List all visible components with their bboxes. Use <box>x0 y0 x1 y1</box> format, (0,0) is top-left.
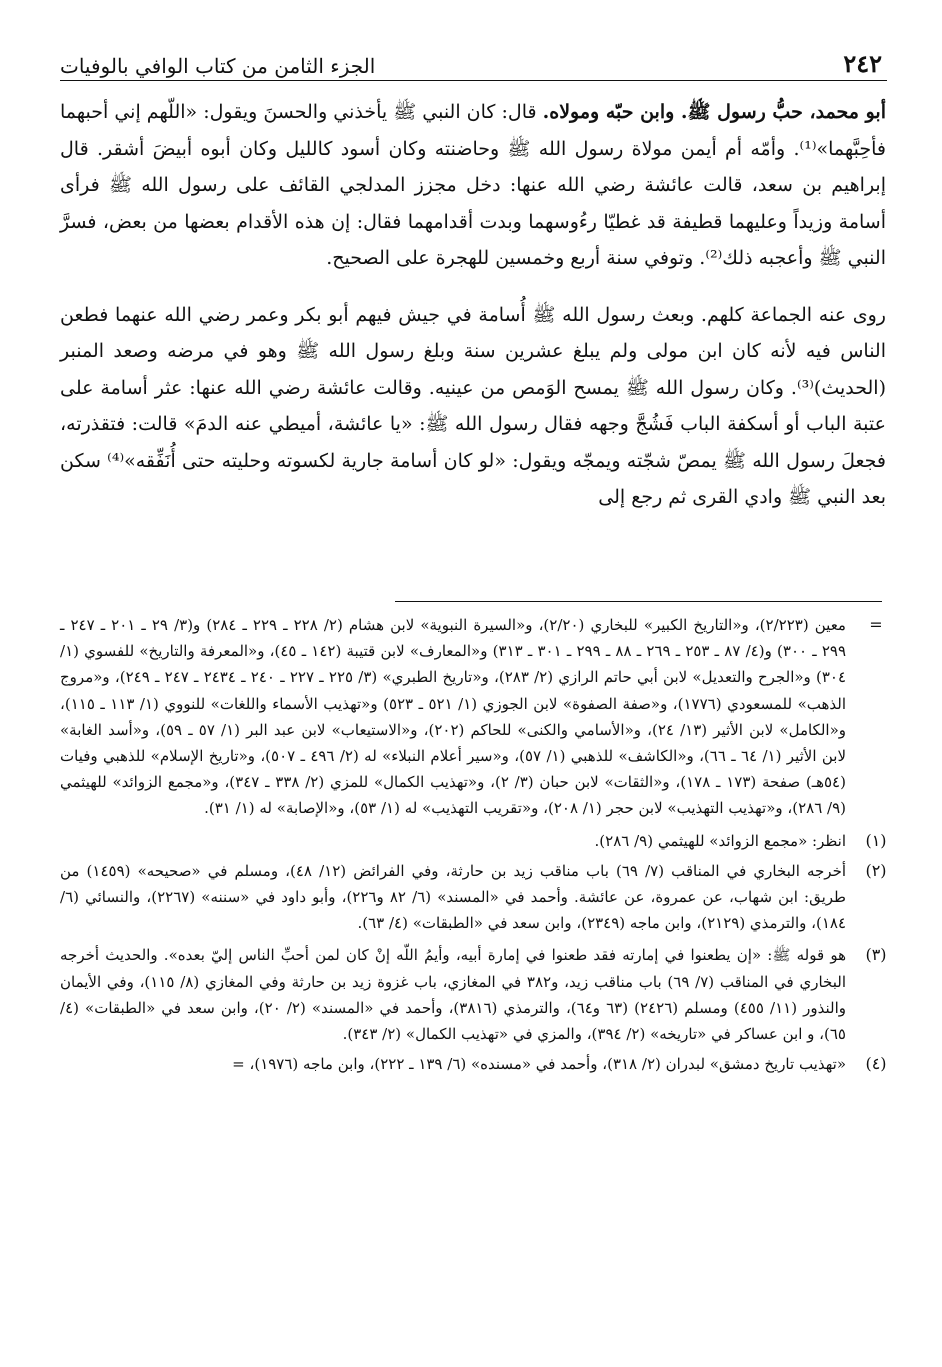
footnote-separator <box>395 601 882 602</box>
page-header <box>60 42 882 78</box>
footnote-continued <box>60 612 906 822</box>
footnote-text: هو قوله ﷺ: «إن يطعنوا في إمارته فقد طعنوا في إمارة أبيه، وأيمُ اللّه إنْ كان لمن أحبِّ الناس إليّ بعده». والحديث أخرجه البخاري في المناقب (٧/ ٦٩) باب مناقب زيد، و٣٨٢ في المغازي، باب غزوة زيد بن حارثة وفي المغازي (٨/ ١١٥)، وفي الأيمان والنذور (١١/ ٤٥٥) ومسلم (٢٤٢٦) (٦٣ و٦٤)، والترمذي (٣٨١٦)، وأحمد في «المسند» (٢/ ٢٠)، وابن سعد في «الطبقات» (٤/ ٦٥)، و ابن عساكر في «تاريخه» (٢/ ٣٩٤)، والمزي في «تهذيب الكمال» (٢/ ٣٤٣). <box>60 946 846 1044</box>
main-text <box>60 94 886 516</box>
footnotes <box>60 612 906 1077</box>
footnote-mark: = <box>869 615 883 634</box>
footnote-text: أخرجه البخاري في المناقب (٧/ ٦٩) باب مناقب زيد بن حارثة، وفي الفرائض (١٢/ ٤٨)، ومسلم في «صحيحه» (١٤٥٩) من طريق: ابن شهاب، عن عمروة، عن عائشة. وأحمد في «المسند» (٦/ ٨٢ و٢٢٦)، وأبو داود في «سننه» (٢٢٦٧)، والنسائي (٦/ ١٨٤)، والترمذي (٢١٢٩)، وابن ماجه (٢٣٤٩)، وابن سعد في «الطبقات» (٤/ ٦٣). <box>60 861 847 933</box>
footnote-1 <box>60 828 906 854</box>
paragraph-2: روى عنه الجماعة كلهم. وبعث رسول الله ﷺ أُسامة في جيش فيهم أبو بكر وعمر رضي الله عنهما فطعن الناس فيه لأنه كان ابن مولى ولم يبلغ عشرين سنة وبلغ رسول الله ﷺ وهو في مرضه وصعد المنبر (الحديث)⁽³⁾. وكان رسول الله ﷺ يمسح الوَمص من عينيه. وقالت عائشة رضي الله عنها: عثر أسامة على عتبة الباب أو أسكفة الباب فَشُجَّ وجهه فقال رسول الله ﷺ: «يا عائشة، أميطي عنه الدمَ» قالت: فتقذرته، فجعلَ رسول الله ﷺ يمصّ شجّته ويمجّه ويقول: «لو كان أسامة جارية لكسوته وحليته حتى أُنَفِّقه»⁽⁴⁾ سكن بعد النبي ﷺ وادي القرى ثم رجع إلى <box>60 303 886 508</box>
paragraph-1-lead: أبو محمد، حبُّ رسول ﷺ. وابن حبّه ومولاه. <box>542 101 886 123</box>
footnote-text: «تهذيب تاريخ دمشق» لبدران (٢/ ٣١٨)، وأحمد في «مسنده» (٦/ ١٣٩ ـ ٢٢٢)، وابن ماجه (١٩٧٦)، = <box>232 1055 846 1074</box>
footnote-mark: (٤) <box>865 1054 887 1074</box>
paragraph-1-text: قال: كان النبي ﷺ يأخذني والحسنَ ويقول: «اللّهم إني أحبهما فأحِبَّهما»⁽¹⁾. وأمّه أم أيمن مولاة رسول الله ﷺ وحاضنته وكان أسود كالليل وكان أبوه أبيضَ أشقر. قال إبراهيم بن سعد، قالت عائشة رضي الله عنها: دخل مجزز المدلجي القائف على رسول الله ﷺ فرأى أسامة وزيداً وعليهما قطيفة قد غطيّا رءُوسهما وبدت أقدامهما فقال: إن هذه الأقدام بعضها من بعض، فسرَّ النبي ﷺ وأعجبه ذلك⁽²⁾. وتوفي سنة أربع وخمسين للهجرة على الصحيح. <box>60 101 886 269</box>
footnote-mark: (٣) <box>865 945 887 965</box>
header-rule <box>60 80 887 81</box>
footnote-mark: (١) <box>865 830 887 850</box>
footnote-mark: (٢) <box>865 860 887 880</box>
footnote-2 <box>60 858 906 937</box>
footnote-3 <box>60 942 906 1047</box>
page-number: ٢٤٢ <box>843 49 882 78</box>
footnote-4 <box>60 1051 906 1077</box>
running-title: الجزء الثامن من كتاب الوافي بالوفيات <box>60 54 376 78</box>
paragraph-1 <box>60 94 886 277</box>
footnote-text: انظر: «مجمع الزوائد» للهيثمي (٩/ ٢٨٦). <box>594 831 846 850</box>
footnote-text: معين (٢/٢٢٣)، و«التاريخ الكبير» للبخاري (٢/٢٠)، و«السيرة النبوية» لابن هشام (٢/ ٢٢٨ ـ ٢٢٩ ـ ٢٨٤) و(٣/ ٢٩ ـ ٢٠١ ـ ٢٤٧ ـ ٢٩٩ ـ ٣٠٠) و(٤/ ٨٧ ـ ٢٥٣ ـ ٢٦٩ ـ ٨٨ ـ ٢٩٩ ـ ٣٠١ ـ ٣١٣) و«المعارف» لابن قتيبة (١٤٢ ـ ٤٥)، و«المعرفة والتاريخ» للفسوي (١/ ٣٠٤) و«الجرح والتعديل» لابن أبي حاتم الرازي (٢/ ٢٨٣)، و«تاريخ الطبري» (٣/ ٢٢٥ ـ ٢٢٧ ـ ٢٤٠ ـ ٢٤٣٤ ـ ٢٤٧ ـ ٢٤٩)، و«مروج الذهب» للمسعودي (١٧٧٦)، و«صفة الصفوة» لابن الجوزي (١/ ٥٢١ ـ ٥٢٣) و«تهذيب الأسماء واللغات» للنووي (١/ ١١٣ ـ ١١٥)، و«الكامل» لابن الأثير (١٣/ ٢٤)، و«الأسامي والكنى» للحاكم (٢٠٢)، و«الاستيعاب» لابن عبد البر (١/ ٥٧ ـ ٥٩)، و«أسد الغابة» لابن الأثير (١/ ٦٤ ـ ٦٦)، و«الكاشف» للذهبي (١/ ٥٧)، و«سير أعلام النبلاء» له (٢/ ٤٩٦ ـ ٥٠٧)، و«تاريخ الإسلام» للذهبي وفيات (٥٤هـ) صفحة (١٧٣ ـ ١٧٨)، و«الثقات» لابن حبان (٣/ ٢)، و«تهذيب الكمال» للمزي (٢/ ٣٣٨ ـ ٣٤٧)، و«مجمع الزوائد» للهيثمي (٩/ ٢٨٦)، و«تهذيب التهذيب» لابن حجر (١/ ٢٠٨)، و«تقريب التهذيب» له (١/ ٥٣)، و«الإصابة» له (١/ ٣١). <box>60 616 847 818</box>
